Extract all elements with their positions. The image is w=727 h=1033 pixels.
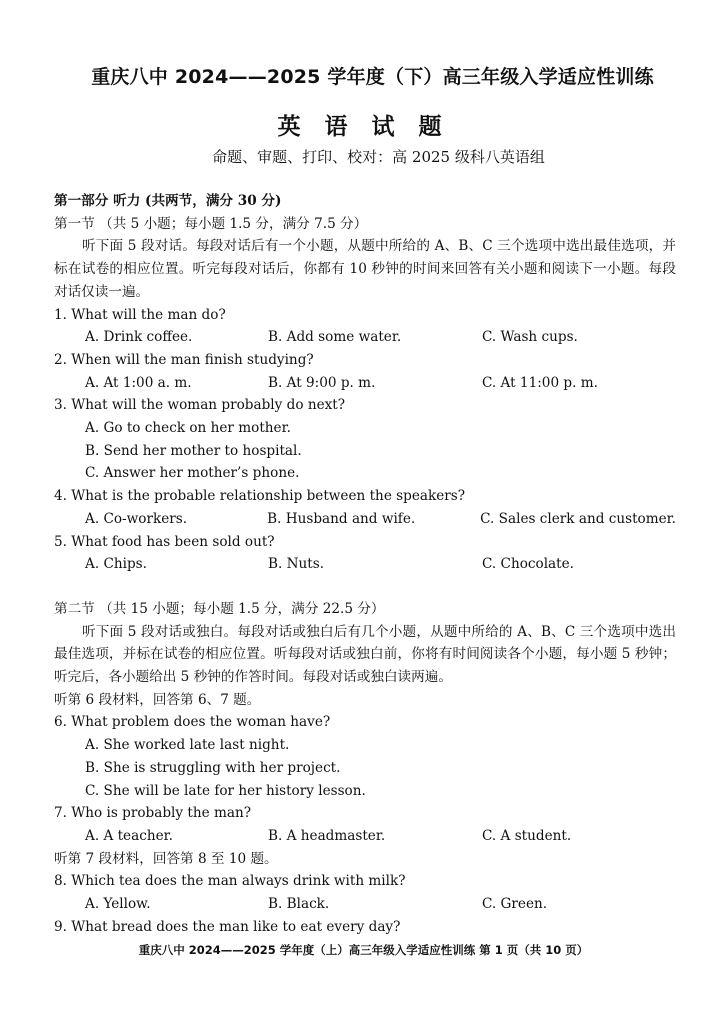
question-4-stem: 4. What is the probable relationship between the speakers? — [54, 488, 466, 505]
part1-heading: 第一部分 听力 (共两节，满分 30 分) — [54, 193, 282, 209]
section2-heading: 第二节 （共 15 小题；每小题 1.5 分，满分 22.5 分） — [54, 600, 385, 617]
section1-instruction: 听下面 5 段对话。每段对话后有一个小题，从题中所给的 A、B、C 三个选项中选出最佳选项，并标在试卷的相应位置。听完每段对话后，你都有 10 秒钟的时间来回答有关小题和阅读下一小题。每段对话仅读一遍。 — [54, 238, 676, 300]
option-a: A. Drink coffee. — [85, 329, 193, 346]
option-b: B. Add some water. — [268, 329, 402, 346]
option-a: A. Co-workers. — [85, 510, 188, 527]
question-1-options — [54, 326, 676, 349]
question-7-options — [54, 825, 676, 848]
question-8-options — [54, 893, 676, 916]
page-footer: 重庆八中 2024——2025 学年度（上）高三年级入学适应性训练 第 1 页（共 10 页） — [138, 943, 589, 957]
option-b: B. Send her mother to hospital. — [85, 442, 302, 459]
option-b: B. At 9:00 p. m. — [268, 374, 376, 391]
option-a: A. At 1:00 a. m. — [85, 374, 192, 391]
option-a: A. A teacher. — [85, 827, 173, 844]
option-c: C. Green. — [482, 896, 548, 913]
option-c: C. Chocolate. — [482, 556, 574, 573]
question-1-stem: 1. What will the man do? — [54, 306, 226, 323]
option-a: A. She worked late last night. — [85, 737, 290, 754]
subject-title: 英 语 试 题 — [277, 113, 450, 140]
question-5-options — [54, 553, 676, 576]
option-c: C. She will be late for her history lesson. — [85, 782, 366, 799]
question-3-stem: 3. What will the woman probably do next? — [54, 397, 346, 414]
option-a: A. Yellow. — [85, 896, 151, 913]
option-c: C. Sales clerk and customer. — [480, 510, 676, 527]
section2-instruction: 听下面 5 段对话或独白。每段对话或独白后有几个小题，从题中所给的 A、B、C 三个选项中选出最佳选项，并标在试卷的相应位置。听每段对话或独白前，你将有时间阅读各个小题，每小题 5 秒钟；听完后，各小题给出 5 秒钟的作答时间。每段对话或独白读两遍。 — [54, 623, 676, 686]
credits-line: 命题、审题、打印、校对：高 2025 级科八英语组 — [212, 148, 545, 166]
material-6-note: 听第 6 段材料，回答第 6、7 题。 — [54, 691, 261, 708]
question-4-options — [54, 508, 676, 531]
question-2-stem: 2. When will the man finish studying? — [54, 351, 314, 368]
option-c: C. A student. — [482, 827, 572, 844]
question-5-stem: 5. What food has been sold out? — [54, 533, 275, 550]
question-7-stem: 7. Who is probably the man? — [54, 805, 252, 822]
question-6-stem: 6. What problem does the woman have? — [54, 714, 331, 731]
option-a: A. Chips. — [85, 556, 147, 573]
option-c: C. Answer her mother’s phone. — [85, 465, 300, 482]
option-b: B. A headmaster. — [268, 827, 386, 844]
option-b: B. Black. — [268, 896, 330, 913]
option-c: C. Wash cups. — [482, 329, 578, 346]
question-9-stem: 9. What bread does the man like to eat every day? — [54, 918, 401, 935]
section1-heading: 第一节 （共 5 小题；每小题 1.5 分，满分 7.5 分） — [54, 215, 368, 232]
question-8-stem: 8. Which tea does the man always drink with milk? — [54, 873, 406, 890]
option-c: C. At 11:00 p. m. — [482, 374, 598, 391]
option-b: B. Husband and wife. — [267, 510, 416, 527]
option-b: B. She is struggling with her project. — [85, 759, 341, 776]
exam-title: 重庆八中 2024——2025 学年度（下）高三年级入学适应性训练 — [91, 66, 654, 88]
option-a: A. Go to check on her mother. — [85, 420, 291, 437]
exam-content — [54, 190, 676, 939]
question-2-options — [54, 372, 676, 395]
option-b: B. Nuts. — [268, 556, 325, 573]
material-7-note: 听第 7 段材料，回答第 8 至 10 题。 — [54, 850, 278, 867]
section-spacer — [54, 576, 676, 598]
